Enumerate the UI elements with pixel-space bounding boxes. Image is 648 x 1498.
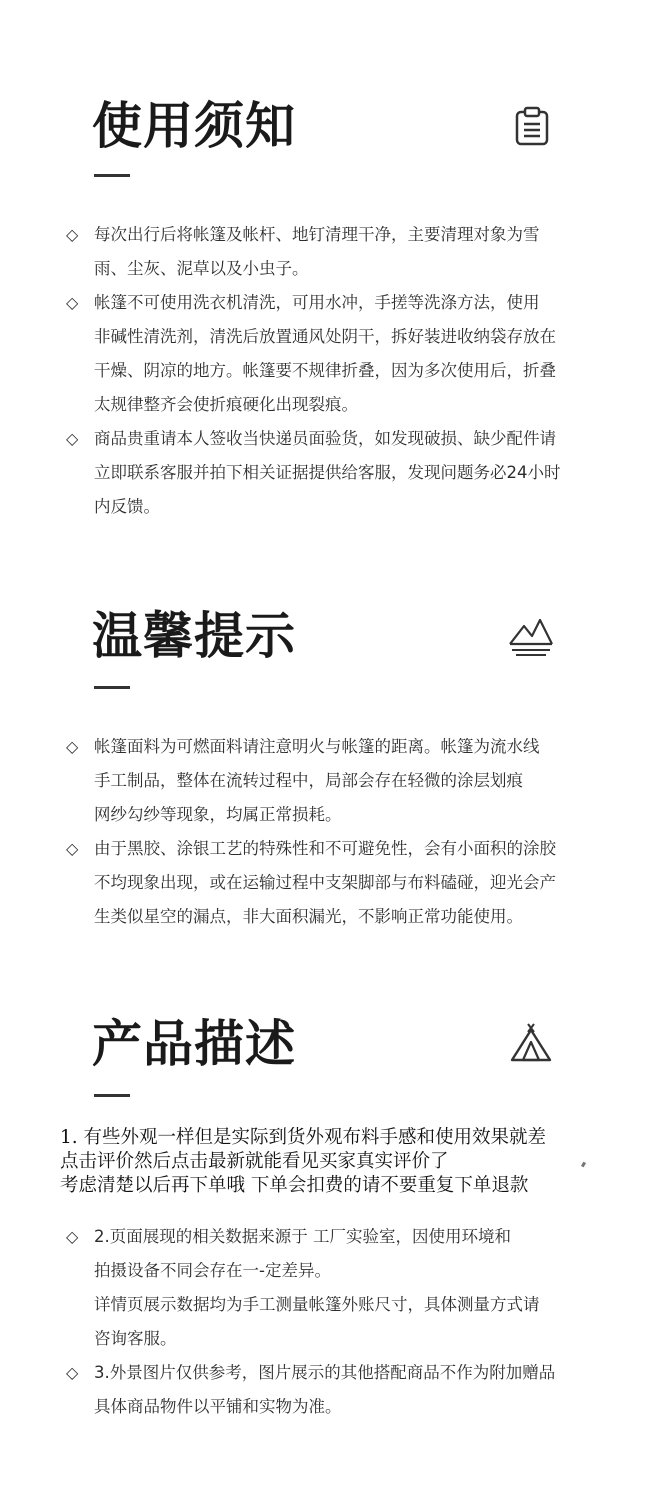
clipboard-icon	[514, 106, 550, 146]
tent-icon	[508, 1022, 554, 1064]
diamond-bullet-icon: ◇	[66, 839, 79, 858]
list-item: ◇ 商品贵重请本人签收当快递员面验货，如发现破损、缺少配件请 立即联系客服并拍下相关证据提供给客服，发现问题务必24小时 内反馈。	[66, 422, 606, 524]
section-title: 产品描述	[92, 1015, 296, 1073]
diamond-bullet-icon: ◇	[66, 225, 79, 244]
list-item: ◇ 3.外景图片仅供参考，图片展示的其他搭配商品不作为附加赠品 具体商品物件以平铺和实物为准。	[66, 1356, 606, 1424]
product-description-list	[66, 1220, 606, 1424]
warm-tips-list	[66, 730, 606, 934]
section-title: 温馨提示	[92, 607, 296, 665]
diamond-bullet-icon: ◇	[66, 293, 79, 312]
diamond-bullet-icon: ◇	[66, 1227, 79, 1246]
section-title: 使用须知	[92, 97, 296, 155]
diamond-bullet-icon: ◇	[66, 737, 79, 756]
diamond-bullet-icon: ◇	[66, 429, 79, 448]
title-underline	[94, 686, 130, 689]
list-item: ◇ 2.页面展现的相关数据来源于 工厂实验室，因使用环境和 拍摄设备不同会存在一-定差异。 详情页展示数据均为手工测量帐篷外账尺寸，具体测量方式请 咨询客服。	[66, 1220, 606, 1356]
list-item: ◇ 每次出行后将帐篷及帐杆、地钉清理干净，主要清理对象为雪 雨、尘灰、泥草以及小虫子。	[66, 218, 606, 286]
mountain-icon	[506, 614, 554, 658]
title-underline	[94, 174, 130, 177]
title-underline	[94, 1094, 130, 1097]
product-note: 1. 有些外观一样但是实际到货外观布料手感和使用效果就差 点击评价然后点击最新就能看见买家真实评价了 考虑清楚以后再下单哦 下单会扣费的请不要重复下单退款	[60, 1127, 547, 1196]
diamond-bullet-icon: ◇	[66, 1363, 79, 1382]
list-item: ◇ 帐篷不可使用洗衣机清洗，可用水冲，手搓等洗涤方法，使用 非碱性清洗剂，清洗后放置通风处阴干，拆好装进收纳袋存放在 干燥、阴凉的地方。帐篷要不规律折叠，因为多次使用后，折叠 太规律整齐会使折痕硬化出现裂痕。	[66, 286, 606, 422]
list-item: ◇ 帐篷面料为可燃面料请注意明火与帐篷的距离。帐篷为流水线 手工制品，整体在流转过程中，局部会存在轻微的涂层划痕 网纱勾纱等现象，均属正常损耗。	[66, 730, 606, 832]
list-item: ◇ 由于黑胶、涂银工艺的特殊性和不可避免性，会有小面积的涂胶 不均现象出现，或在运输过程中支架脚部与布料磕碰，迎光会产 生类似星空的漏点，非大面积漏光，不影响正常功能使用。	[66, 832, 606, 934]
usage-notes-list	[66, 218, 606, 524]
